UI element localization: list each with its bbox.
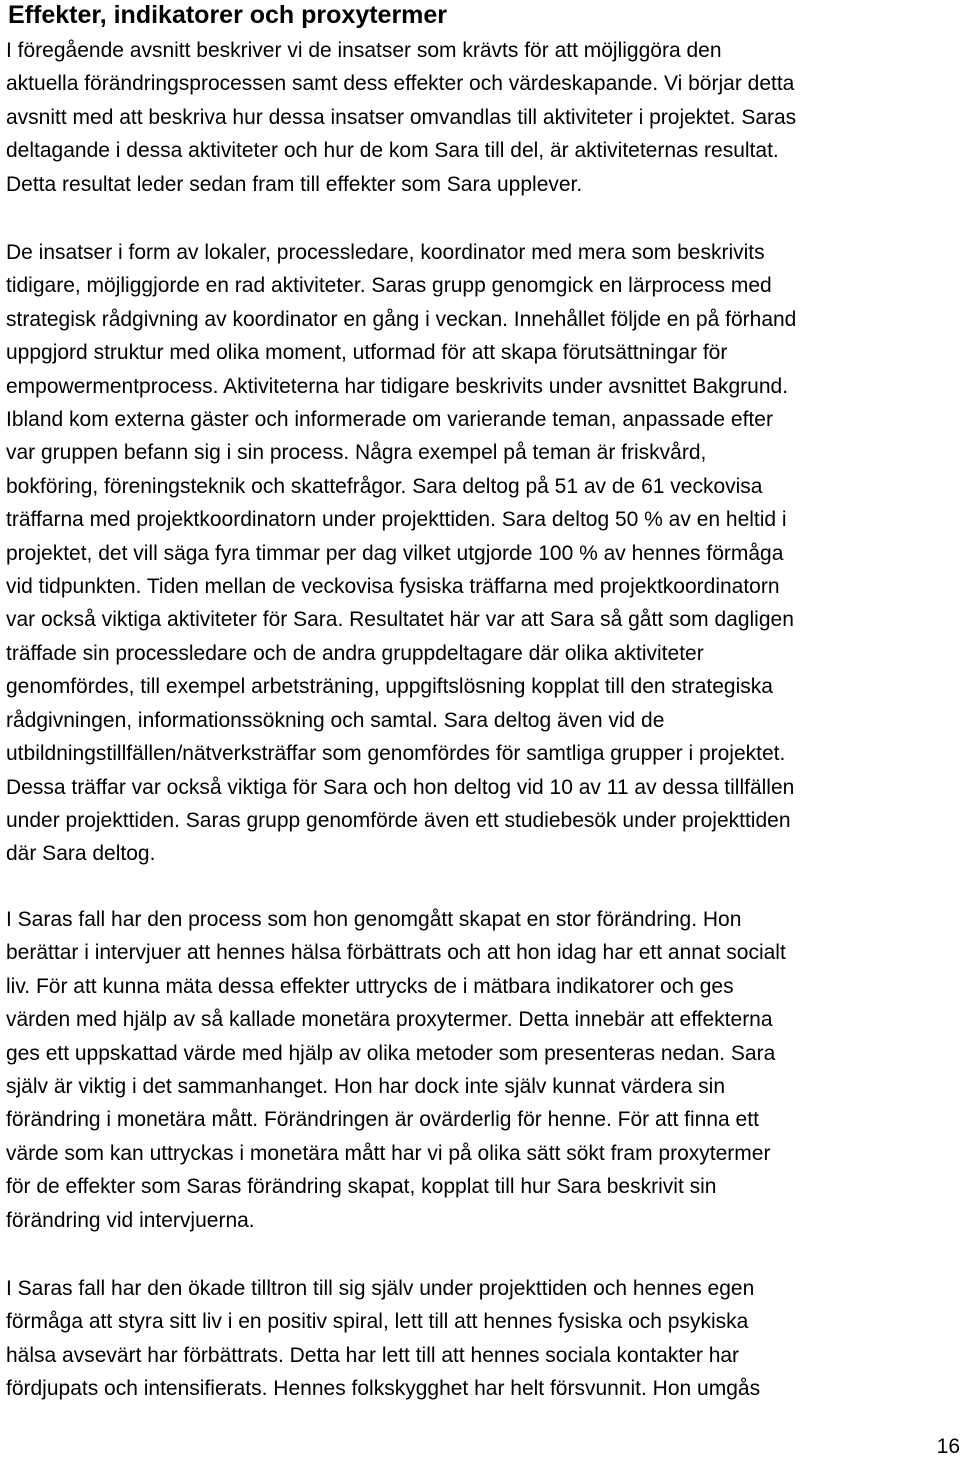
paragraph-2 (6, 236, 796, 871)
text-line: rådgivningen, informationssökning och samtal. Sara deltog även vid de (6, 708, 665, 732)
text-line: själv är viktig i det sammanhanget. Hon har dock inte själv kunnat värdera sin (6, 1075, 726, 1099)
text-line: värde som kan uttryckas i monetära mått har vi på olika sätt sökt fram proxytermer (6, 1141, 771, 1165)
text-line: där Sara deltog. (6, 842, 156, 866)
text-line: berättar i intervjuer att hennes hälsa förbättrats och att hon idag har ett annat socialt (6, 941, 786, 965)
text-line: aktuella förändringsprocessen samt dess effekter och värdeskapande. Vi börjar detta (6, 72, 795, 96)
text-line: I Saras fall har den process som hon genomgått skapat en stor förändring. Hon (6, 908, 742, 931)
text-line: deltagande i dessa aktiviteter och hur de kom Sara till del, är aktiviteternas resultat. (6, 139, 779, 163)
text-line: värden med hjälp av så kallade monetära proxytermer. Detta innebär att effekterna (6, 1008, 773, 1032)
text-line: uppgjord struktur med olika moment, utformad för att skapa förutsättningar för (6, 341, 728, 365)
text-line: I Saras fall har den ökade tilltron till sig själv under projekttiden och hennes egen (6, 1277, 755, 1300)
text-line: tidigare, möjliggjorde en rad aktiviteter. Saras grupp genomgick en lärprocess med (6, 274, 772, 298)
text-line: fördjupats och intensifierats. Hennes folkskygghet har helt försvunnit. Hon umgås (6, 1377, 761, 1401)
text-line: De insatser i form av lokaler, processledare, koordinator med mera som beskrivits (6, 241, 765, 264)
paragraph-4 (6, 1272, 760, 1406)
text-line: förmåga att styra sitt liv i en positiv spiral, lett till att hennes fysiska och psykiska (6, 1310, 749, 1334)
text-line: träffade sin processledare och de andra gruppdeltagare där olika aktiviteter (6, 641, 704, 665)
page-number: 16 (936, 1435, 960, 1458)
text-line: strategisk rådgivning av koordinator en gång i veckan. Innehållet följde en på förhand (6, 307, 797, 331)
text-line: projektet, det vill säga fyra timmar per dag vilket utgjorde 100 % av hennes förmåga (6, 541, 784, 565)
text-line: var gruppen befann sig i sin process. Några exempel på teman är friskvård, (6, 441, 707, 465)
text-line: I föregående avsnitt beskriver vi de insatser som krävts för att möjliggöra den (6, 39, 722, 62)
text-line: var också viktiga aktiviteter för Sara. Resultatet här var att Sara så gått som dagligen (6, 608, 794, 632)
text-line: bokföring, föreningsteknik och skattefrågor. Sara deltog på 51 av de 61 veckovisa (6, 474, 763, 498)
paragraph-3 (6, 903, 786, 1237)
text-line: för de effekter som Saras förändring skapat, kopplat till hur Sara beskrivit sin (6, 1175, 717, 1199)
text-line: träffarna med projektkoordinatorn under projekttiden. Sara deltog 50 % av en heltid i (6, 508, 787, 532)
text-line: Dessa träffar var också viktiga för Sara och hon deltog vid 10 av 11 av dessa tillfällen (6, 775, 795, 799)
text-line: under projekttiden. Saras grupp genomförde även ett studiebesök under projekttiden (6, 808, 791, 832)
text-line: avsnitt med att beskriva hur dessa insatser omvandlas till aktiviteter i projektet. Saras (6, 105, 797, 129)
text-line: Ibland kom externa gäster och informerade om varierande teman, anpassade efter (6, 408, 773, 432)
text-line: Detta resultat leder sedan fram till effekter som Sara upplever. (6, 172, 583, 196)
text-line: vid tidpunkten. Tiden mellan de veckovisa fysiska träffarna med projektkoordinatorn (6, 575, 780, 599)
text-line: utbildningstillfällen/nätverksträffar som genomfördes för samtliga grupper i projektet. (6, 742, 786, 766)
section-heading: Effekter, indikatorer och proxytermer (8, 1, 448, 29)
text-line: hälsa avsevärt har förbättrats. Detta har lett till att hennes sociala kontakter har (6, 1343, 740, 1367)
paragraph-1 (6, 34, 796, 201)
text-line: förändring vid intervjuerna. (6, 1208, 255, 1232)
text-line: empowermentprocess. Aktiviteterna har tidigare beskrivits under avsnittet Bakgrund. (6, 374, 789, 398)
text-line: genomfördes, till exempel arbetsträning, uppgiftslösning kopplat till den strategiska (6, 675, 773, 699)
text-line: förändring i monetära mått. Förändringen är ovärderlig för henne. För att finna ett (6, 1108, 759, 1132)
text-line: ges ett uppskattad värde med hjälp av olika metoder som presenteras nedan. Sara (6, 1041, 776, 1065)
text-line: liv. För att kunna mäta dessa effekter uttrycks de i mätbara indikatorer och ges (6, 974, 734, 998)
